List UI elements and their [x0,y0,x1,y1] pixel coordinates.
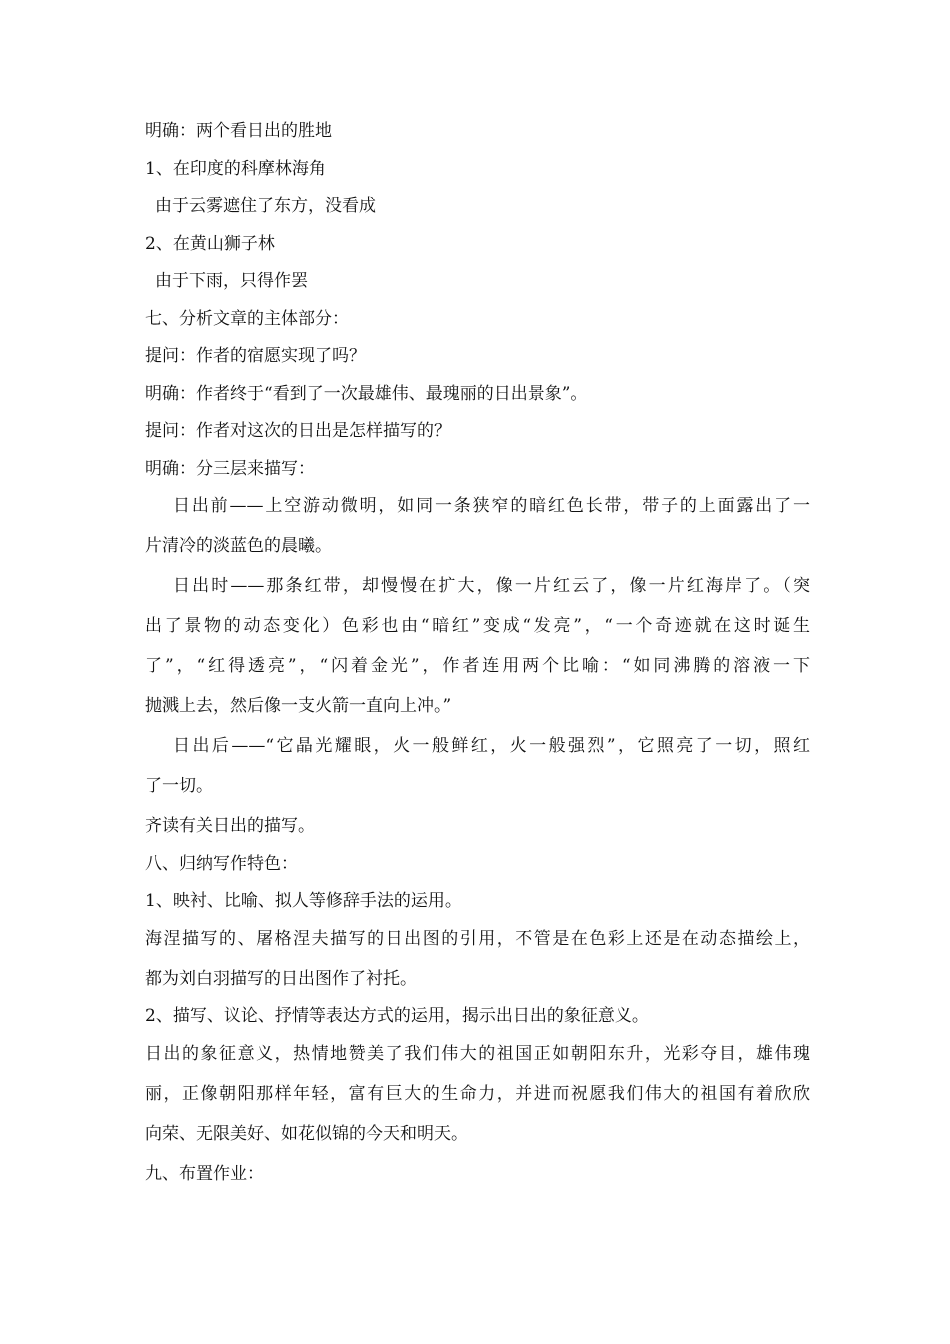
text-line: 丽，正像朝阳那样年轻，富有巨大的生命力，并进而祝愿我们伟大的祖国有着欣欣 [145,1083,810,1104]
text-line: 1、在印度的科摩林海角 [145,158,326,179]
section-heading: 九、布置作业： [145,1163,264,1184]
text-line: 都为刘白羽描写的日出图作了衬托。 [145,968,417,989]
text-line: 由于云雾遮住了东方，没看成 [155,196,376,216]
section-heading: 七、分析文章的主体部分： [145,308,349,329]
text-line: 日出时——那条红带，却慢慢在扩大，像一片红云了，像一片红海岸了。（突 [173,576,810,596]
text-line: 1、映衬、比喻、拟人等修辞手法的运用。 [145,891,462,911]
text-line: 海涅描写的、屠格涅夫描写的日出图的引用，不管是在色彩上还是在动态描绘上， [145,928,810,949]
text-line: 明确：两个看日出的胜地 [145,121,332,141]
text-line: 出了景物的动态变化）色彩也由“暗红”变成“发亮”，“一个奇迹就在这时诞生 [145,616,811,636]
text-line: 齐读有关日出的描写。 [145,816,315,836]
text-line: 了一切。 [145,776,213,796]
text-line: 了”，“红得透亮”，“闪着金光”，作者连用两个比喻：“如同沸腾的溶液一下 [145,656,810,676]
text-line: 2、在黄山狮子林 [145,233,275,254]
document-body [145,121,810,1201]
text-line: 日出后——“它晶光耀眼，火一般鲜红，火一般强烈”，它照亮了一切，照红 [173,736,810,756]
text-line: 抛溅上去，然后像一支火箭一直向上冲。” [145,696,452,716]
text-line: 向荣、无限美好、如花似锦的今天和明天。 [145,1123,468,1144]
text-line: 日出前——上空游动微明，如同一条狭窄的暗红色长带，带子的上面露出了一 [173,496,810,516]
text-line: 由于下雨，只得作罢 [155,271,308,291]
text-line: 提问：作者对这次的日出是怎样描写的？ [145,421,451,441]
text-line: 2、描写、议论、抒情等表达方式的运用，揭示出日出的象征意义。 [145,1006,649,1026]
text-line: 片清冷的淡蓝色的晨曦。 [145,536,332,556]
text-line: 明确：分三层来描写： [145,458,315,479]
text-line: 明确：作者终于“看到了一次最雄伟、最瑰丽的日出景象”。 [145,383,588,404]
text-line: 提问：作者的宿愿实现了吗？ [145,346,366,366]
text-line: 日出的象征意义，热情地赞美了我们伟大的祖国正如朝阳东升，光彩夺目，雄伟瑰 [145,1043,810,1064]
section-heading: 八、归纳写作特色： [145,853,298,874]
